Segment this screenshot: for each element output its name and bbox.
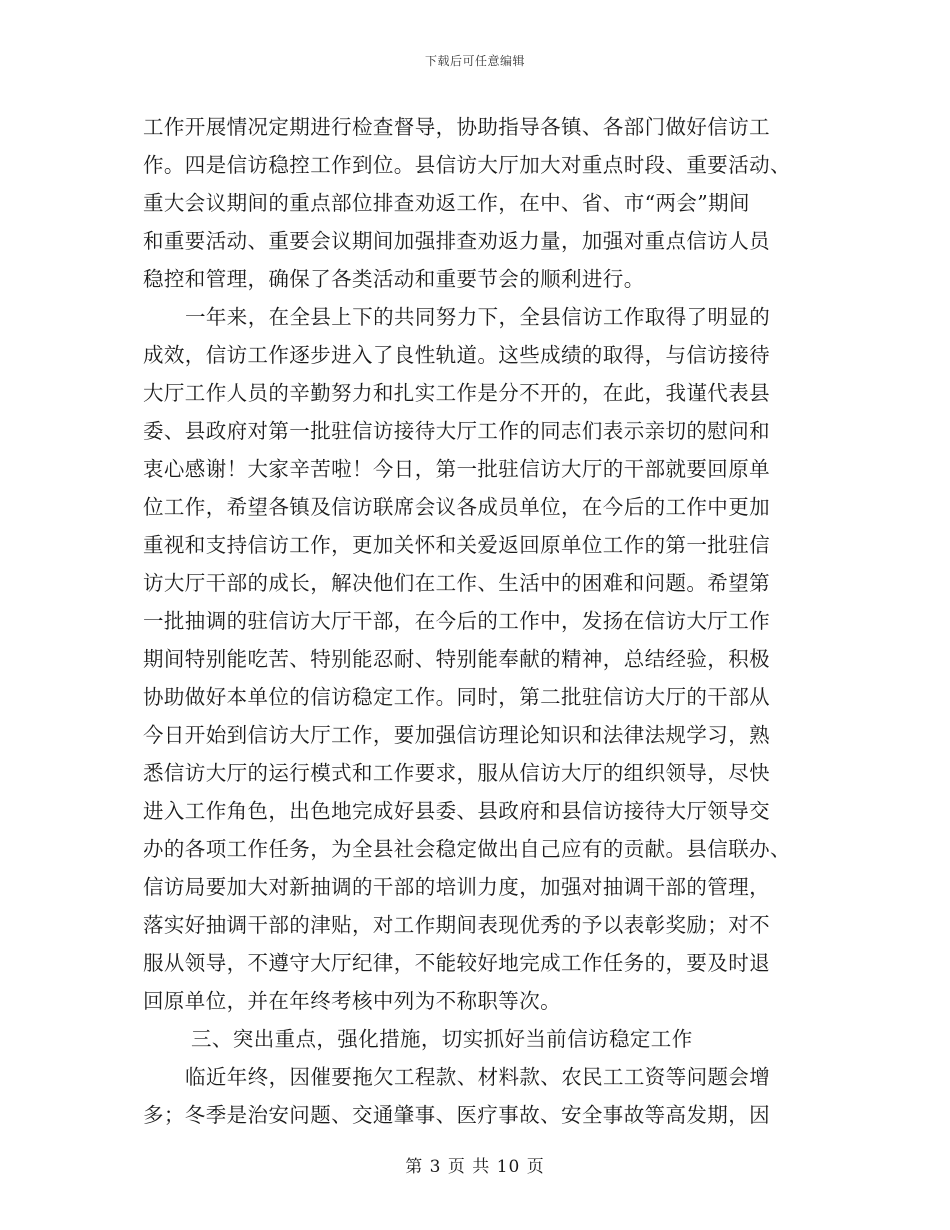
- text-line: 衷心感谢！大家辛苦啦！今日，第一批驻信访大厅的干部就要回原单: [143, 457, 770, 481]
- page-number: 第 3 页 共 10 页: [405, 1157, 545, 1177]
- text-line: 和重要活动、重要会议期间加强排查劝返力量，加强对重点信访人员: [143, 229, 770, 253]
- text-line: 稳控和管理，确保了各类活动和重要节会的顺利进行。: [143, 267, 645, 291]
- text-line: 多；冬季是治安问题、交通肇事、医疗事故、安全事故等高发期，因: [143, 1103, 770, 1127]
- text-line: 成效，信访工作逐步进入了良性轨道。这些成绩的取得，与信访接待: [143, 343, 770, 367]
- paragraph-start-line: 一年来，在全县上下的共同努力下，全县信访工作取得了明显的: [185, 305, 771, 329]
- text-line: 协助做好本单位的信访稳定工作。同时，第二批驻信访大厅的干部从: [143, 685, 770, 709]
- text-line: 信访局要加大对新抽调的干部的培训力度，加强对抽调干部的管理，: [143, 875, 770, 899]
- text-line: 回原单位，并在年终考核中列为不称职等次。: [143, 989, 561, 1013]
- text-line: 重视和支持信访工作，更加关怀和关爱返回原单位工作的第一批驻信: [143, 533, 770, 557]
- text-line: 办的各项工作任务，为全县社会稳定做出自己应有的贡献。县信联办、: [143, 837, 791, 861]
- text-line: 落实好抽调干部的津贴，对工作期间表现优秀的予以表彰奖励；对不: [143, 913, 770, 937]
- text-line: 期间特别能吃苦、特别能忍耐、特别能奉献的精神，总结经验，积极: [143, 647, 770, 671]
- text-line: 作。四是信访稳控工作到位。县信访大厅加大对重点时段、重要活动、: [143, 153, 791, 177]
- text-line: 委、县政府对第一批驻信访接待大厅工作的同志们表示亲切的慰问和: [143, 419, 770, 443]
- document-body: [143, 108, 809, 1134]
- text-line: 大厅工作人员的辛勤努力和扎实工作是分不开的，在此，我谨代表县: [143, 381, 770, 405]
- text-line: 悉信访大厅的运行模式和工作要求，服从信访大厅的组织领导，尽快: [143, 761, 770, 785]
- text-line: 位工作，希望各镇及信访联席会议各成员单位，在今后的工作中更加: [143, 495, 770, 519]
- text-line: 重大会议期间的重点部位排查劝返工作，在中、省、市“两会”期间: [143, 191, 750, 215]
- text-line: 进入工作角色，出色地完成好县委、县政府和县信访接待大厅领导交: [143, 799, 770, 823]
- text-line: 今日开始到信访大厅工作，要加强信访理论知识和法律法规学习，熟: [143, 723, 770, 747]
- page-header: 下载后可任意编辑: [424, 54, 525, 68]
- text-line: 一批抽调的驻信访大厅干部，在今后的工作中，发扬在信访大厅工作: [143, 609, 770, 633]
- section-heading: 三、突出重点，强化措施，切实抓好当前信访稳定工作: [191, 1027, 693, 1051]
- text-line: 工作开展情况定期进行检查督导，协助指导各镇、各部门做好信访工: [143, 115, 770, 139]
- text-line: 访大厅干部的成长，解决他们在工作、生活中的困难和问题。希望第: [143, 571, 770, 595]
- text-line: 服从领导，不遵守大厅纪律，不能较好地完成工作任务的，要及时退: [143, 951, 770, 975]
- paragraph-start-line: 临近年终，因催要拖欠工程款、材料款、农民工工资等问题会增: [185, 1065, 771, 1089]
